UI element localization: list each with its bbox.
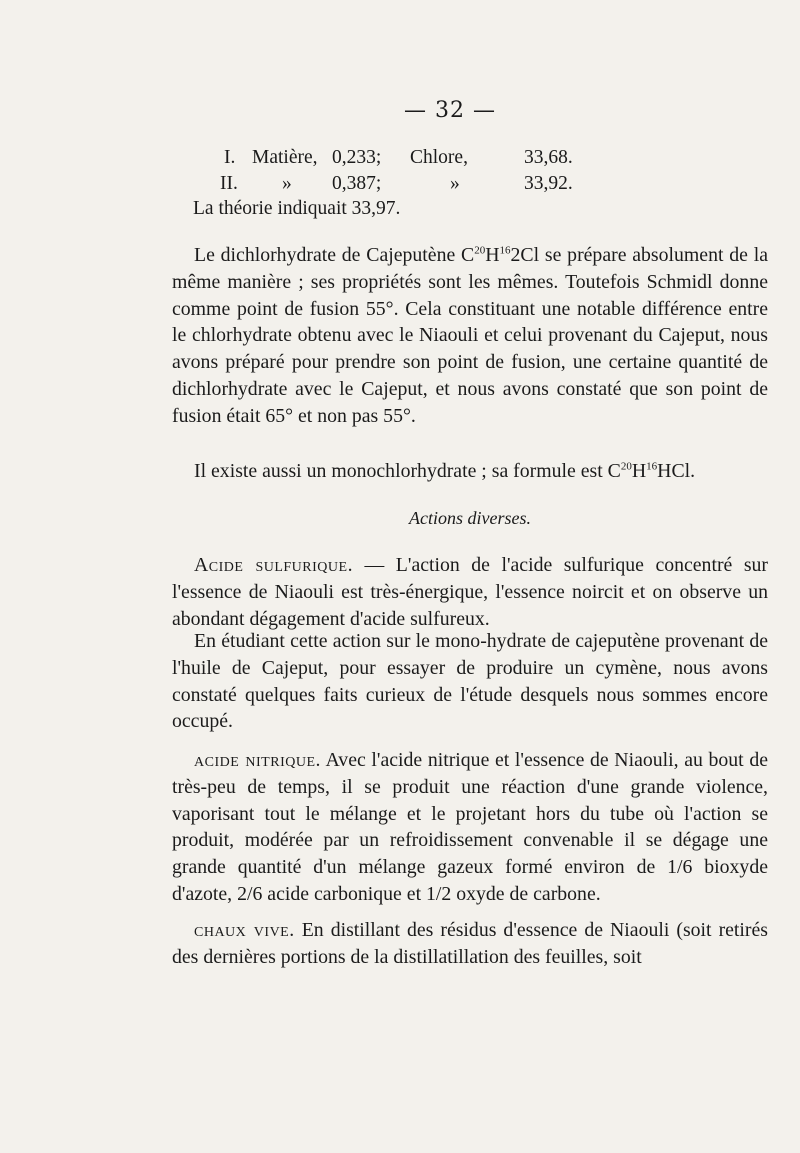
superscript: 16 [646, 460, 658, 473]
text-run: HCl. [657, 460, 696, 482]
text-run: H [631, 460, 647, 482]
paragraph-chaux-vive [172, 917, 768, 971]
row-label: Matière, [252, 147, 318, 168]
matiere-value: 0,387; [332, 173, 382, 194]
paragraph-lead: Acide sulfurique. [194, 554, 354, 576]
row-number: I. [224, 147, 236, 168]
chlore-label: Chlore, [410, 147, 468, 168]
text-run: En étudiant cette action sur le mono-hydrate de cajeputène provenant de l'huile de Cajeput, pour essayer de produire un cymène, nous avons constaté quelques faits curieux de l'étude desquels nous sommes encore occupé. [172, 630, 768, 733]
text-run: En distillant des résidus d'essence de Niaouli (soit retirés des dernières portions de la distillatillation des feuilles, soit [172, 919, 768, 968]
page-number: — 32 — [404, 98, 496, 123]
superscript: 20 [474, 244, 486, 257]
paragraph-acide-nitrique [172, 747, 768, 908]
ditto-mark: » [450, 173, 460, 194]
chlore-value: 33,68. [524, 147, 573, 168]
row-number: II. [220, 173, 238, 194]
text-run: Le dichlorhydrate de Cajeputène C [194, 244, 475, 266]
theory-line: La théorie indiquait 33,97. [193, 198, 401, 219]
text-run: Avec l'acide nitrique et l'essence de Niaouli, au bout de très-peu de temps, il se produit une réaction d'une grande violence, vaporisant tout le mélange et le projetant hors du tube où l'action se produit, modérée par un refroidissement convenable il se dégage une grande quantité d'un mélange gazeux formé environ de 1/6 bioxyde d'azote, 2/6 acide carbonique et 1/2 oxyde de carbone. [172, 749, 768, 905]
section-heading: Actions diverses. [409, 508, 531, 528]
paragraph-lead: acide nitrique. [194, 749, 321, 771]
matiere-value: 0,233; [332, 147, 382, 168]
text-run: — L'action de l'acide sulfurique concentré sur l'essence de Niaouli est très-énergique, l'essence noircit et on observe un abondant dégagement d'acide sulfureux. [172, 554, 768, 630]
paragraph-mono-hydrate [172, 628, 768, 735]
text-run: H [485, 244, 500, 266]
paragraph-acide-sulfurique [172, 552, 768, 632]
chlore-value: 33,92. [524, 173, 573, 194]
paragraph-dichlorhydrate [172, 242, 768, 430]
text-run: Il existe aussi un monochlorhydrate ; sa formule est C [194, 460, 621, 482]
text-run: 2Cl se prépare absolument de la même manière ; ses propriétés sont les mêmes. Toutefois Schmidl donne comme point de fusion 55°. Cela constituant une notable différence entre le chlorhydrate obtenu avec le Niaouli et celui provenant du Cajeput, nous avons préparé pour prendre son point de fusion, une certaine quantité de dichlorhydrate avec le Cajeput, et nous avons constaté que son point de fusion était 65° et non pas 55°. [172, 244, 768, 427]
paragraph-lead: chaux vive. [194, 919, 295, 941]
paragraph-monochlorhydrate [172, 458, 768, 485]
superscript: 16 [499, 244, 511, 257]
superscript: 20 [620, 460, 632, 473]
ditto-mark: » [282, 173, 292, 194]
